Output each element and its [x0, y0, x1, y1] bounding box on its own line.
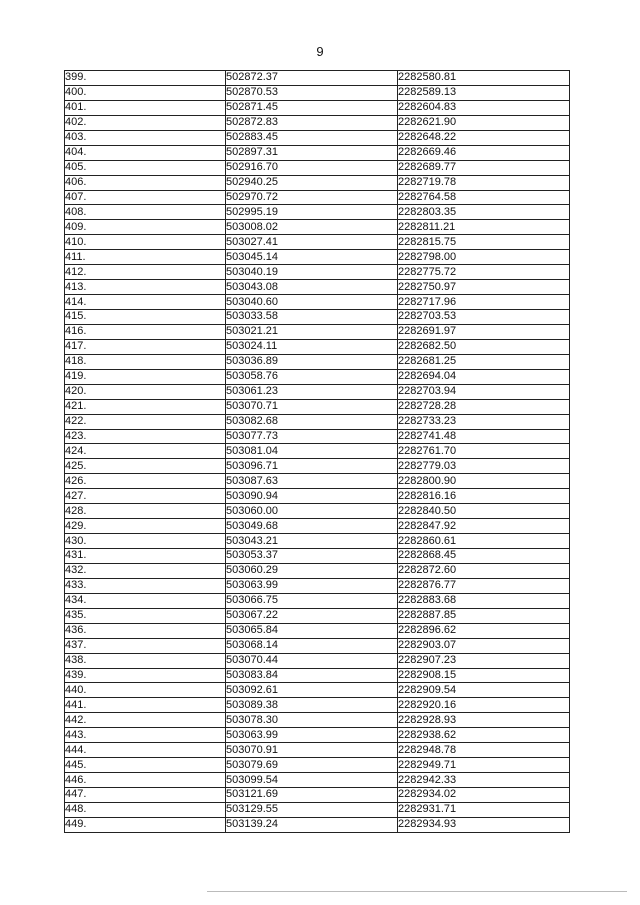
x-coordinate-cell: 503033.58 [226, 310, 398, 325]
y-coordinate-cell: 2282948.78 [398, 743, 570, 758]
point-number-cell: 427. [65, 489, 226, 504]
x-coordinate-cell: 503139.24 [226, 817, 398, 832]
y-coordinate-cell: 2282942.33 [398, 773, 570, 788]
table-row [65, 713, 570, 728]
point-number-cell: 409. [65, 220, 226, 235]
x-coordinate-cell: 503077.73 [226, 429, 398, 444]
table-row [65, 160, 570, 175]
x-coordinate-cell: 503049.68 [226, 519, 398, 534]
x-coordinate-cell: 503043.08 [226, 280, 398, 295]
x-coordinate-cell: 503070.91 [226, 743, 398, 758]
y-coordinate-cell: 2282775.72 [398, 265, 570, 280]
table-row [65, 85, 570, 100]
point-number-cell: 449. [65, 817, 226, 832]
point-number-cell: 436. [65, 623, 226, 638]
y-coordinate-cell: 2282896.62 [398, 623, 570, 638]
y-coordinate-cell: 2282694.04 [398, 369, 570, 384]
table-row [65, 324, 570, 339]
table-row [65, 100, 570, 115]
x-coordinate-cell: 503121.69 [226, 788, 398, 803]
table-row [65, 728, 570, 743]
table-row [65, 743, 570, 758]
y-coordinate-cell: 2282949.71 [398, 758, 570, 773]
point-number-cell: 423. [65, 429, 226, 444]
x-coordinate-cell: 502870.53 [226, 85, 398, 100]
point-number-cell: 405. [65, 160, 226, 175]
x-coordinate-cell: 503067.22 [226, 608, 398, 623]
table-row [65, 205, 570, 220]
point-number-cell: 443. [65, 728, 226, 743]
table-row [65, 773, 570, 788]
x-coordinate-cell: 503063.99 [226, 728, 398, 743]
x-coordinate-cell: 503040.19 [226, 265, 398, 280]
x-coordinate-cell: 503061.23 [226, 384, 398, 399]
y-coordinate-cell: 2282689.77 [398, 160, 570, 175]
table-row [65, 429, 570, 444]
table-row [65, 788, 570, 803]
x-coordinate-cell: 503092.61 [226, 683, 398, 698]
x-coordinate-cell: 502916.70 [226, 160, 398, 175]
table-row [65, 593, 570, 608]
table-row [65, 175, 570, 190]
x-coordinate-cell: 503083.84 [226, 668, 398, 683]
point-number-cell: 415. [65, 310, 226, 325]
table-row [65, 384, 570, 399]
x-coordinate-cell: 502872.83 [226, 115, 398, 130]
y-coordinate-cell: 2282604.83 [398, 100, 570, 115]
point-number-cell: 435. [65, 608, 226, 623]
y-coordinate-cell: 2282779.03 [398, 459, 570, 474]
table-row [65, 145, 570, 160]
point-number-cell: 413. [65, 280, 226, 295]
y-coordinate-cell: 2282909.54 [398, 683, 570, 698]
table-row [65, 489, 570, 504]
y-coordinate-cell: 2282872.60 [398, 563, 570, 578]
x-coordinate-cell: 502871.45 [226, 100, 398, 115]
x-coordinate-cell: 502897.31 [226, 145, 398, 160]
table-row [65, 698, 570, 713]
point-number-cell: 441. [65, 698, 226, 713]
y-coordinate-cell: 2282761.70 [398, 444, 570, 459]
point-number-cell: 428. [65, 504, 226, 519]
x-coordinate-cell: 503081.04 [226, 444, 398, 459]
y-coordinate-cell: 2282621.90 [398, 115, 570, 130]
x-coordinate-cell: 503040.60 [226, 295, 398, 310]
y-coordinate-cell: 2282798.00 [398, 250, 570, 265]
table-row [65, 683, 570, 698]
y-coordinate-cell: 2282703.53 [398, 310, 570, 325]
x-coordinate-cell: 503090.94 [226, 489, 398, 504]
table-row [65, 280, 570, 295]
table-row [65, 310, 570, 325]
y-coordinate-cell: 2282811.21 [398, 220, 570, 235]
x-coordinate-cell: 503070.71 [226, 399, 398, 414]
table-row [65, 220, 570, 235]
point-number-cell: 412. [65, 265, 226, 280]
point-number-cell: 439. [65, 668, 226, 683]
table-row [65, 71, 570, 86]
point-number-cell: 406. [65, 175, 226, 190]
x-coordinate-cell: 503079.69 [226, 758, 398, 773]
point-number-cell: 420. [65, 384, 226, 399]
point-number-cell: 404. [65, 145, 226, 160]
x-coordinate-cell: 503024.11 [226, 339, 398, 354]
y-coordinate-cell: 2282691.97 [398, 324, 570, 339]
table-row [65, 638, 570, 653]
table-row [65, 295, 570, 310]
y-coordinate-cell: 2282580.81 [398, 71, 570, 86]
table-row [65, 115, 570, 130]
y-coordinate-cell: 2282750.97 [398, 280, 570, 295]
point-number-cell: 399. [65, 71, 226, 86]
x-coordinate-cell: 503027.41 [226, 235, 398, 250]
x-coordinate-cell: 503021.21 [226, 324, 398, 339]
point-number-cell: 444. [65, 743, 226, 758]
y-coordinate-cell: 2282907.23 [398, 653, 570, 668]
y-coordinate-cell: 2282883.68 [398, 593, 570, 608]
x-coordinate-cell: 503078.30 [226, 713, 398, 728]
table-row [65, 354, 570, 369]
y-coordinate-cell: 2282648.22 [398, 130, 570, 145]
point-number-cell: 434. [65, 593, 226, 608]
point-number-cell: 437. [65, 638, 226, 653]
y-coordinate-cell: 2282741.48 [398, 429, 570, 444]
y-coordinate-cell: 2282847.92 [398, 519, 570, 534]
x-coordinate-cell: 503089.38 [226, 698, 398, 713]
table-row [65, 534, 570, 549]
point-number-cell: 438. [65, 653, 226, 668]
y-coordinate-cell: 2282868.45 [398, 549, 570, 564]
x-coordinate-cell: 503008.02 [226, 220, 398, 235]
point-number-cell: 426. [65, 474, 226, 489]
table-row [65, 369, 570, 384]
y-coordinate-cell: 2282928.93 [398, 713, 570, 728]
point-number-cell: 419. [65, 369, 226, 384]
y-coordinate-cell: 2282908.15 [398, 668, 570, 683]
y-coordinate-cell: 2282764.58 [398, 190, 570, 205]
point-number-cell: 403. [65, 130, 226, 145]
table-row [65, 563, 570, 578]
page-number: 9 [316, 44, 324, 59]
x-coordinate-cell: 503066.75 [226, 593, 398, 608]
coordinates-table-body [65, 71, 570, 833]
point-number-cell: 401. [65, 100, 226, 115]
y-coordinate-cell: 2282800.90 [398, 474, 570, 489]
y-coordinate-cell: 2282589.13 [398, 85, 570, 100]
y-coordinate-cell: 2282934.02 [398, 788, 570, 803]
table-row [65, 549, 570, 564]
point-number-cell: 417. [65, 339, 226, 354]
table-row [65, 504, 570, 519]
y-coordinate-cell: 2282728.28 [398, 399, 570, 414]
table-row [65, 444, 570, 459]
point-number-cell: 430. [65, 534, 226, 549]
table-row [65, 250, 570, 265]
y-coordinate-cell: 2282938.62 [398, 728, 570, 743]
point-number-cell: 416. [65, 324, 226, 339]
x-coordinate-cell: 503087.63 [226, 474, 398, 489]
point-number-cell: 429. [65, 519, 226, 534]
table-row [65, 265, 570, 280]
x-coordinate-cell: 503096.71 [226, 459, 398, 474]
table-row [65, 459, 570, 474]
table-row [65, 802, 570, 817]
y-coordinate-cell: 2282887.85 [398, 608, 570, 623]
point-number-cell: 445. [65, 758, 226, 773]
table-row [65, 414, 570, 429]
x-coordinate-cell: 503058.76 [226, 369, 398, 384]
x-coordinate-cell: 503036.89 [226, 354, 398, 369]
y-coordinate-cell: 2282703.94 [398, 384, 570, 399]
table-row [65, 519, 570, 534]
x-coordinate-cell: 502872.37 [226, 71, 398, 86]
x-coordinate-cell: 503043.21 [226, 534, 398, 549]
table-row [65, 653, 570, 668]
y-coordinate-cell: 2282840.50 [398, 504, 570, 519]
y-coordinate-cell: 2282803.35 [398, 205, 570, 220]
point-number-cell: 407. [65, 190, 226, 205]
x-coordinate-cell: 502995.19 [226, 205, 398, 220]
y-coordinate-cell: 2282681.25 [398, 354, 570, 369]
table-row [65, 130, 570, 145]
table-row [65, 190, 570, 205]
table-row [65, 668, 570, 683]
x-coordinate-cell: 502970.72 [226, 190, 398, 205]
point-number-cell: 432. [65, 563, 226, 578]
point-number-cell: 424. [65, 444, 226, 459]
x-coordinate-cell: 503053.37 [226, 549, 398, 564]
point-number-cell: 418. [65, 354, 226, 369]
point-number-cell: 442. [65, 713, 226, 728]
y-coordinate-cell: 2282903.07 [398, 638, 570, 653]
x-coordinate-cell: 503060.29 [226, 563, 398, 578]
y-coordinate-cell: 2282931.71 [398, 802, 570, 817]
x-coordinate-cell: 503099.54 [226, 773, 398, 788]
table-row [65, 623, 570, 638]
y-coordinate-cell: 2282815.75 [398, 235, 570, 250]
x-coordinate-cell: 503068.14 [226, 638, 398, 653]
table-row [65, 339, 570, 354]
table-row [65, 608, 570, 623]
point-number-cell: 402. [65, 115, 226, 130]
x-coordinate-cell: 503060.00 [226, 504, 398, 519]
y-coordinate-cell: 2282860.61 [398, 534, 570, 549]
table-row [65, 399, 570, 414]
y-coordinate-cell: 2282733.23 [398, 414, 570, 429]
y-coordinate-cell: 2282682.50 [398, 339, 570, 354]
point-number-cell: 410. [65, 235, 226, 250]
bottom-divider [207, 891, 627, 892]
point-number-cell: 446. [65, 773, 226, 788]
point-number-cell: 422. [65, 414, 226, 429]
table-row [65, 578, 570, 593]
y-coordinate-cell: 2282717.96 [398, 295, 570, 310]
y-coordinate-cell: 2282719.78 [398, 175, 570, 190]
y-coordinate-cell: 2282934.93 [398, 817, 570, 832]
y-coordinate-cell: 2282876.77 [398, 578, 570, 593]
point-number-cell: 447. [65, 788, 226, 803]
x-coordinate-cell: 503070.44 [226, 653, 398, 668]
table-row [65, 758, 570, 773]
x-coordinate-cell: 503065.84 [226, 623, 398, 638]
table-row [65, 474, 570, 489]
x-coordinate-cell: 502940.25 [226, 175, 398, 190]
table-row [65, 235, 570, 250]
point-number-cell: 421. [65, 399, 226, 414]
point-number-cell: 440. [65, 683, 226, 698]
x-coordinate-cell: 502883.45 [226, 130, 398, 145]
y-coordinate-cell: 2282816.16 [398, 489, 570, 504]
point-number-cell: 431. [65, 549, 226, 564]
y-coordinate-cell: 2282669.46 [398, 145, 570, 160]
table-row [65, 817, 570, 832]
point-number-cell: 400. [65, 85, 226, 100]
point-number-cell: 425. [65, 459, 226, 474]
x-coordinate-cell: 503063.99 [226, 578, 398, 593]
point-number-cell: 448. [65, 802, 226, 817]
point-number-cell: 408. [65, 205, 226, 220]
point-number-cell: 411. [65, 250, 226, 265]
point-number-cell: 414. [65, 295, 226, 310]
x-coordinate-cell: 503129.55 [226, 802, 398, 817]
x-coordinate-cell: 503045.14 [226, 250, 398, 265]
point-number-cell: 433. [65, 578, 226, 593]
coordinates-table [64, 70, 570, 833]
x-coordinate-cell: 503082.68 [226, 414, 398, 429]
y-coordinate-cell: 2282920.16 [398, 698, 570, 713]
